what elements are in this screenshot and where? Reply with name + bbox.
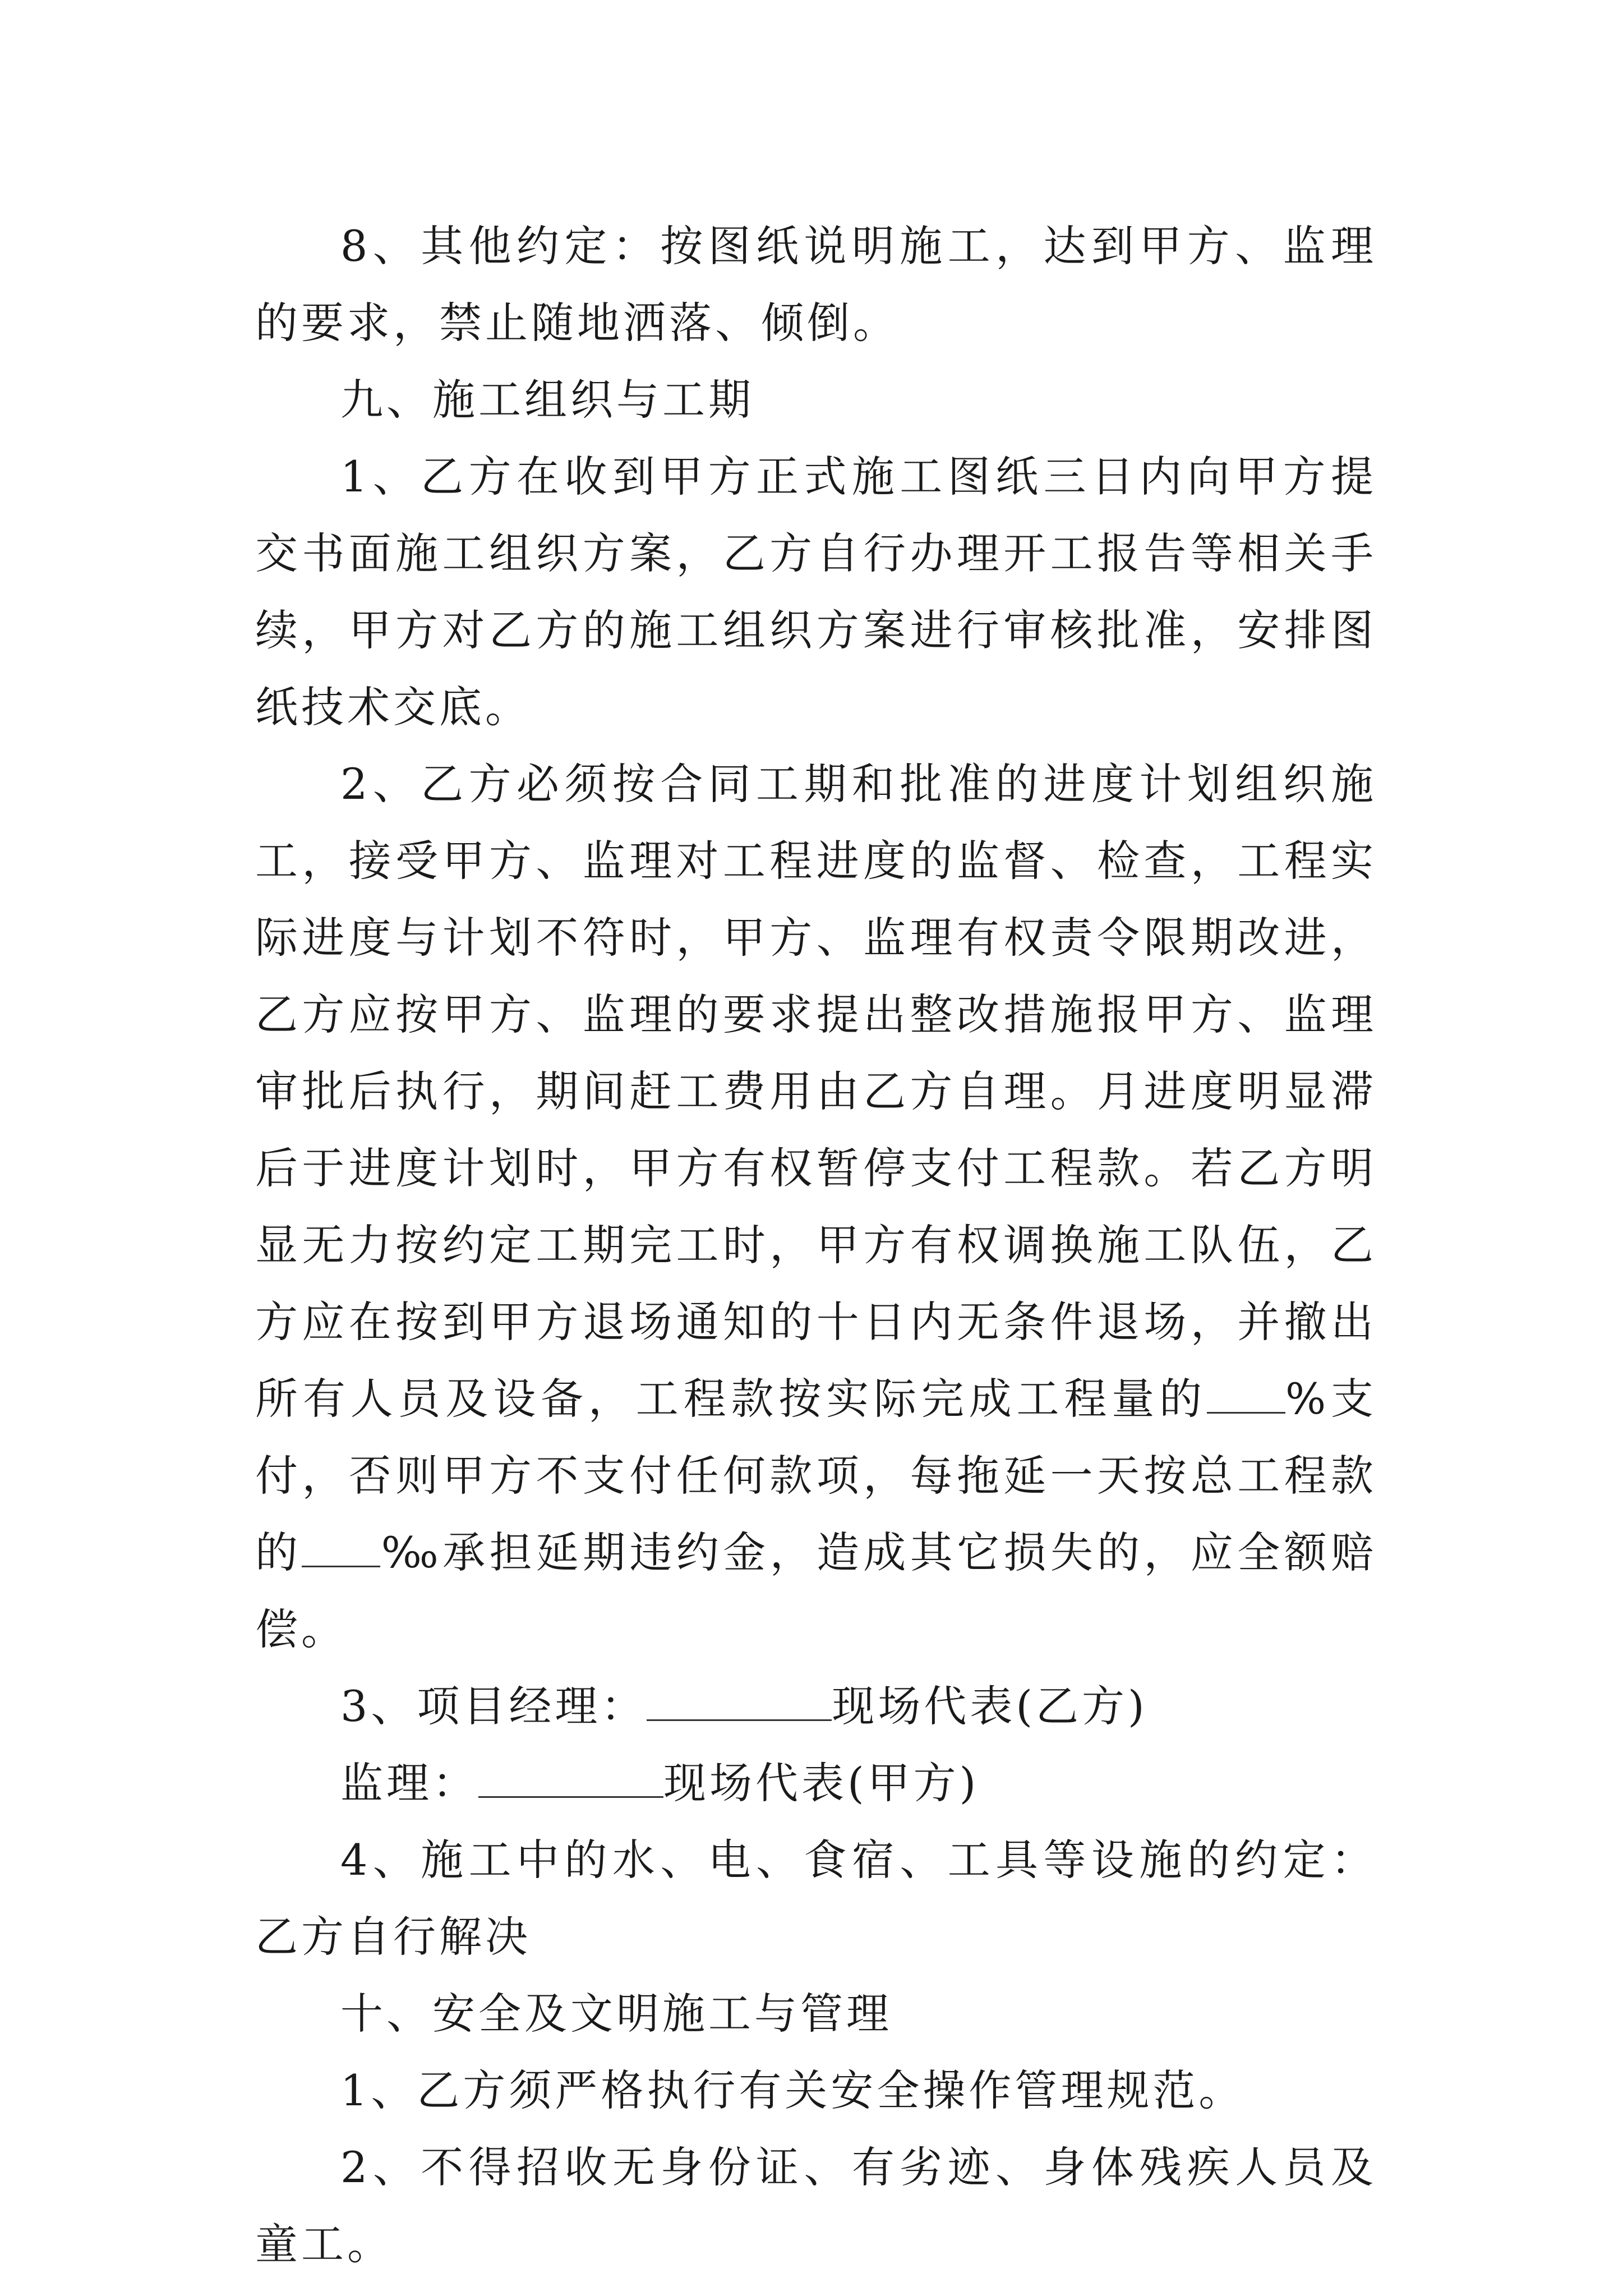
project-manager-label: 3、项目经理：: [340, 1681, 647, 1731]
clause-9-1: 1、乙方在收到甲方正式施工图纸三日内向甲方提交书面施工组织方案，乙方自行办理开工报告等相关手续，甲方对乙方的施工组织方案进行审核批准，安排图纸技术交底。: [255, 452, 1377, 732]
section-heading-10: 十、安全及文明施工与管理: [340, 1989, 892, 2039]
clause-9-3-supervisor: [255, 1745, 1377, 1821]
permille-blank: [302, 1532, 380, 1567]
supervisor-label: 监理：: [340, 1758, 478, 1808]
document-body: [255, 208, 1377, 2283]
clause-10-1: 1、乙方须严格执行有关安全操作管理规范。: [340, 2065, 1245, 2115]
clause-9-2-text-b: %支付，否则甲方不支付任何款项，每拖延一天按总工程款的: [255, 1374, 1377, 1577]
project-manager-blank: [647, 1686, 832, 1721]
clause-9-3-project-manager: [255, 1668, 1377, 1745]
clause-9-2-text-c: ‰承担延期违约金，造成其它损失的，应全额赔偿。: [255, 1527, 1377, 1654]
clause-9-4: 4、施工中的水、电、食宿、工具等设施的约定：乙方自行解决: [255, 1835, 1377, 1962]
clause-8-other-agreements: 8、其他约定：按图纸说明施工，达到甲方、监理的要求，禁止随地洒落、倾倒。: [255, 221, 1377, 348]
contractor-rep-label: 现场代表(乙方): [832, 1681, 1148, 1731]
owner-rep-label: 现场代表(甲方): [663, 1758, 980, 1808]
clause-10-2: 2、不得招收无身份证、有劣迹、身体残疾人员及童工。: [255, 2142, 1377, 2269]
clause-9-2: [255, 746, 1377, 1668]
section-heading-9: 九、施工组织与工期: [340, 375, 754, 425]
supervisor-blank: [478, 1763, 663, 1798]
clause-9-2-text-a: 2、乙方必须按合同工期和批准的进度计划组织施工，接受甲方、监理对工程进度的监督、检查，工程实际进度与计划不符时，甲方、监理有权责令限期改进，乙方应按甲方、监理的要求提出整改措施报甲方、监理审批后执行，期间赶工费用由乙方自理。月进度明显滞后于进度计划时，甲方有权暂停支付工程款。若乙方明显无力按约定工期完工时，甲方有权调换施工队伍，乙方应在按到甲方退场通知的十日内无条件退场，并撤出所有人员及设备，工程款按实际完成工程量的: [255, 759, 1377, 1424]
percentage-blank: [1207, 1378, 1285, 1414]
